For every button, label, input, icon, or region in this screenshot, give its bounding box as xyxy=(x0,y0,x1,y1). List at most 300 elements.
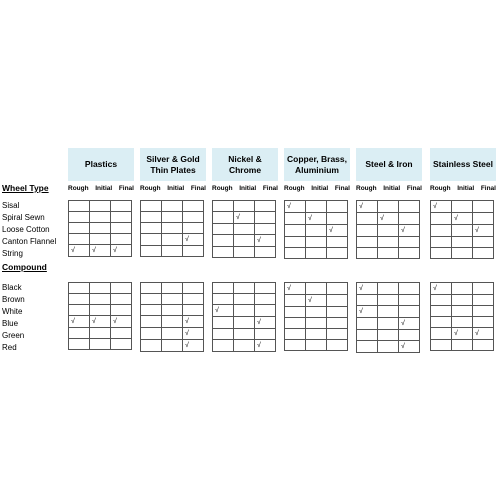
grid-cell xyxy=(399,341,420,353)
grid-row xyxy=(357,341,420,353)
grid-row xyxy=(69,305,132,316)
grid-cell xyxy=(69,283,90,294)
grid-cell xyxy=(306,201,327,213)
grid-row xyxy=(213,224,276,235)
row-label: Blue xyxy=(2,319,19,328)
grid-cell xyxy=(162,212,183,223)
grid-cell xyxy=(431,328,452,340)
grid-row xyxy=(141,201,204,212)
check-grid xyxy=(140,200,204,257)
material-header: Stainless Steel xyxy=(430,148,496,181)
grid-row xyxy=(431,328,494,340)
grid-row xyxy=(357,295,420,306)
grid-cell xyxy=(473,201,494,213)
grid-row xyxy=(431,201,494,213)
grid-row xyxy=(141,283,204,294)
row-label: Loose Cotton xyxy=(2,225,50,234)
stage-label: Final xyxy=(334,185,350,192)
grid-cell xyxy=(183,212,204,223)
grid-cell xyxy=(90,223,111,234)
grid-cell xyxy=(183,305,204,316)
grid-cell xyxy=(378,283,399,295)
grid-cell xyxy=(213,247,234,258)
grid-cell xyxy=(431,201,452,213)
grid-row xyxy=(213,201,276,212)
grid-cell xyxy=(141,316,162,328)
grid-cell xyxy=(234,235,255,247)
grid-cell xyxy=(69,212,90,223)
grid-row xyxy=(213,283,276,294)
row-label: Red xyxy=(2,343,17,352)
grid-cell xyxy=(183,201,204,212)
grid-cell xyxy=(255,235,276,247)
check-mark: √ xyxy=(287,203,291,210)
stage-header xyxy=(430,185,496,192)
grid-cell xyxy=(141,246,162,257)
material-header: Plastics xyxy=(68,148,134,181)
grid-cell xyxy=(213,212,234,224)
grid-cell xyxy=(255,212,276,224)
grid-row xyxy=(285,295,348,307)
grid-cell xyxy=(255,201,276,212)
check-mark: √ xyxy=(185,342,189,349)
grid-cell xyxy=(111,201,132,212)
check-mark: √ xyxy=(287,285,291,292)
grid-cell xyxy=(452,201,473,213)
grid-row xyxy=(431,213,494,225)
grid-cell xyxy=(431,283,452,295)
grid-cell xyxy=(452,328,473,340)
grid-row xyxy=(357,201,420,213)
grid-row xyxy=(285,307,348,318)
grid-cell xyxy=(234,317,255,329)
material-header: Copper, Brass, Aluminium xyxy=(284,148,350,181)
check-grid xyxy=(284,282,348,351)
grid-row xyxy=(357,248,420,259)
grid-cell xyxy=(162,201,183,212)
grid-cell xyxy=(399,330,420,341)
grid-cell xyxy=(234,329,255,340)
grid-cell xyxy=(234,247,255,258)
check-grid xyxy=(356,282,420,353)
grid-cell xyxy=(306,295,327,307)
grid-row xyxy=(357,225,420,237)
check-mark: √ xyxy=(475,330,479,337)
grid-row xyxy=(357,283,420,295)
grid-cell xyxy=(234,283,255,294)
grid-row xyxy=(213,235,276,247)
grid-cell xyxy=(431,225,452,237)
material-header: Steel & Iron xyxy=(356,148,422,181)
grid-cell xyxy=(473,328,494,340)
grid-row xyxy=(69,283,132,294)
grid-cell xyxy=(141,212,162,223)
grid-cell xyxy=(69,339,90,350)
grid-cell xyxy=(452,283,473,295)
check-mark: √ xyxy=(454,330,458,337)
grid-cell xyxy=(399,295,420,306)
grid-cell xyxy=(90,339,111,350)
grid-row xyxy=(141,340,204,352)
grid-cell xyxy=(327,237,348,248)
grid-cell xyxy=(162,328,183,340)
grid-row xyxy=(431,317,494,328)
grid-row xyxy=(285,213,348,225)
grid-cell xyxy=(378,237,399,248)
grid-cell xyxy=(111,294,132,305)
section-title: Compound xyxy=(2,262,47,272)
grid-cell xyxy=(285,329,306,340)
grid-row xyxy=(431,306,494,317)
grid-cell xyxy=(473,317,494,328)
stage-label: Rough xyxy=(356,185,377,192)
check-mark: √ xyxy=(113,247,117,254)
grid-cell xyxy=(255,329,276,340)
check-mark: √ xyxy=(308,297,312,304)
grid-cell xyxy=(183,340,204,352)
stage-label: Rough xyxy=(212,185,233,192)
stage-header xyxy=(356,185,422,192)
grid-cell xyxy=(327,318,348,329)
check-mark: √ xyxy=(308,215,312,222)
grid-row xyxy=(431,340,494,351)
stage-label: Rough xyxy=(430,185,451,192)
stage-label: Initial xyxy=(311,185,329,192)
check-mark: √ xyxy=(185,318,189,325)
grid-cell xyxy=(141,340,162,352)
grid-cell xyxy=(234,212,255,224)
check-mark: √ xyxy=(257,319,261,326)
grid-cell xyxy=(213,317,234,329)
check-mark: √ xyxy=(433,203,437,210)
grid-cell xyxy=(285,295,306,307)
grid-cell xyxy=(213,305,234,317)
grid-cell xyxy=(183,283,204,294)
grid-row xyxy=(213,305,276,317)
grid-cell xyxy=(327,283,348,295)
grid-cell xyxy=(399,306,420,318)
grid-cell xyxy=(452,295,473,306)
grid-cell xyxy=(327,329,348,340)
check-mark: √ xyxy=(92,318,96,325)
grid-cell xyxy=(452,317,473,328)
grid-cell xyxy=(306,318,327,329)
grid-cell xyxy=(285,283,306,295)
grid-cell xyxy=(473,213,494,225)
grid-cell xyxy=(141,283,162,294)
grid-row xyxy=(141,246,204,257)
check-mark: √ xyxy=(401,343,405,350)
stage-label: Initial xyxy=(383,185,401,192)
grid-cell xyxy=(357,248,378,259)
grid-cell xyxy=(111,339,132,350)
grid-cell xyxy=(452,248,473,259)
grid-cell xyxy=(111,212,132,223)
grid-cell xyxy=(90,283,111,294)
stage-label: Final xyxy=(118,185,134,192)
grid-cell xyxy=(162,316,183,328)
grid-cell xyxy=(306,237,327,248)
grid-cell xyxy=(327,201,348,213)
grid-row xyxy=(285,318,348,329)
grid-cell xyxy=(213,294,234,305)
grid-row xyxy=(431,248,494,259)
grid-cell xyxy=(234,305,255,317)
grid-cell xyxy=(111,305,132,316)
grid-row xyxy=(357,318,420,330)
grid-row xyxy=(357,237,420,248)
grid-cell xyxy=(213,283,234,294)
check-grid xyxy=(430,200,494,259)
row-label: Spiral Sewn xyxy=(2,213,45,222)
grid-row xyxy=(141,305,204,316)
grid-cell xyxy=(399,283,420,295)
grid-row xyxy=(69,201,132,212)
grid-cell xyxy=(378,318,399,330)
grid-row xyxy=(213,212,276,224)
grid-cell xyxy=(357,283,378,295)
grid-cell xyxy=(255,340,276,352)
grid-cell xyxy=(213,340,234,352)
check-mark: √ xyxy=(359,308,363,315)
stage-header xyxy=(212,185,278,192)
grid-row xyxy=(285,340,348,351)
grid-cell xyxy=(473,306,494,317)
grid-cell xyxy=(399,201,420,213)
grid-row xyxy=(141,212,204,223)
grid-cell xyxy=(111,283,132,294)
grid-cell xyxy=(357,201,378,213)
check-mark: √ xyxy=(236,214,240,221)
grid-row xyxy=(357,330,420,341)
grid-cell xyxy=(234,340,255,352)
grid-cell xyxy=(255,317,276,329)
grid-cell xyxy=(473,237,494,248)
check-grid xyxy=(212,200,276,258)
grid-cell xyxy=(255,305,276,317)
stage-label: Final xyxy=(262,185,278,192)
grid-cell xyxy=(255,294,276,305)
grid-cell xyxy=(162,294,183,305)
grid-cell xyxy=(327,248,348,259)
grid-cell xyxy=(306,225,327,237)
stage-label: Initial xyxy=(239,185,257,192)
section-title: Wheel Type xyxy=(2,183,49,193)
grid-cell xyxy=(285,201,306,213)
grid-cell xyxy=(285,248,306,259)
grid-cell xyxy=(378,306,399,318)
grid-cell xyxy=(255,224,276,235)
grid-row xyxy=(69,316,132,328)
grid-cell xyxy=(69,316,90,328)
grid-cell xyxy=(327,213,348,225)
grid-row xyxy=(213,247,276,258)
grid-cell xyxy=(378,201,399,213)
grid-cell xyxy=(69,234,90,245)
grid-cell xyxy=(69,305,90,316)
grid-cell xyxy=(431,306,452,317)
grid-cell xyxy=(306,248,327,259)
grid-cell xyxy=(431,295,452,306)
check-grid xyxy=(68,282,132,350)
grid-cell xyxy=(327,295,348,307)
check-mark: √ xyxy=(433,285,437,292)
grid-row xyxy=(141,294,204,305)
grid-row xyxy=(69,328,132,339)
grid-cell xyxy=(306,307,327,318)
grid-row xyxy=(357,213,420,225)
grid-cell xyxy=(285,213,306,225)
grid-cell xyxy=(141,223,162,234)
grid-cell xyxy=(162,223,183,234)
grid-cell xyxy=(431,317,452,328)
grid-row xyxy=(213,294,276,305)
grid-cell xyxy=(357,237,378,248)
grid-cell xyxy=(473,283,494,295)
grid-cell xyxy=(69,294,90,305)
grid-cell xyxy=(111,245,132,257)
grid-cell xyxy=(111,316,132,328)
stage-label: Initial xyxy=(95,185,113,192)
grid-cell xyxy=(357,318,378,330)
grid-cell xyxy=(357,330,378,341)
check-mark: √ xyxy=(401,320,405,327)
stage-header xyxy=(284,185,350,192)
grid-cell xyxy=(378,248,399,259)
grid-cell xyxy=(69,223,90,234)
check-grid xyxy=(212,282,276,352)
row-label: Green xyxy=(2,331,25,340)
grid-cell xyxy=(255,283,276,294)
grid-row xyxy=(69,294,132,305)
grid-cell xyxy=(69,245,90,257)
grid-cell xyxy=(255,247,276,258)
stage-header xyxy=(68,185,134,192)
grid-cell xyxy=(141,201,162,212)
check-grid xyxy=(430,282,494,351)
grid-cell xyxy=(234,294,255,305)
grid-cell xyxy=(285,237,306,248)
grid-cell xyxy=(90,245,111,257)
material-header: Silver & Gold Thin Plates xyxy=(140,148,206,181)
grid-cell xyxy=(473,248,494,259)
stage-label: Initial xyxy=(457,185,475,192)
grid-row xyxy=(285,237,348,248)
grid-cell xyxy=(90,316,111,328)
grid-cell xyxy=(431,340,452,351)
grid-cell xyxy=(452,306,473,317)
grid-cell xyxy=(90,212,111,223)
material-header: Nickel & Chrome xyxy=(212,148,278,181)
grid-cell xyxy=(357,213,378,225)
stage-label: Initial xyxy=(167,185,185,192)
grid-row xyxy=(285,329,348,340)
grid-cell xyxy=(473,340,494,351)
check-mark: √ xyxy=(215,307,219,314)
grid-row xyxy=(431,225,494,237)
stage-label: Rough xyxy=(284,185,305,192)
grid-cell xyxy=(378,295,399,306)
row-label: String xyxy=(2,249,23,258)
check-mark: √ xyxy=(454,215,458,222)
grid-row xyxy=(285,248,348,259)
grid-cell xyxy=(473,225,494,237)
stage-label: Final xyxy=(406,185,422,192)
grid-cell xyxy=(306,283,327,295)
grid-cell xyxy=(90,328,111,339)
grid-cell xyxy=(306,213,327,225)
grid-cell xyxy=(69,201,90,212)
check-mark: √ xyxy=(329,227,333,234)
grid-cell xyxy=(162,340,183,352)
stage-header xyxy=(140,185,206,192)
grid-cell xyxy=(452,237,473,248)
grid-cell xyxy=(111,234,132,245)
check-mark: √ xyxy=(71,247,75,254)
grid-row xyxy=(285,283,348,295)
grid-cell xyxy=(234,201,255,212)
grid-row xyxy=(141,328,204,340)
grid-cell xyxy=(183,316,204,328)
grid-cell xyxy=(183,234,204,246)
grid-cell xyxy=(90,201,111,212)
check-grid xyxy=(284,200,348,259)
grid-cell xyxy=(285,225,306,237)
stage-label: Final xyxy=(480,185,496,192)
grid-cell xyxy=(285,307,306,318)
check-mark: √ xyxy=(257,237,261,244)
grid-row xyxy=(285,225,348,237)
grid-cell xyxy=(141,234,162,246)
grid-cell xyxy=(69,328,90,339)
grid-cell xyxy=(90,305,111,316)
grid-cell xyxy=(431,248,452,259)
check-mark: √ xyxy=(185,330,189,337)
check-mark: √ xyxy=(71,318,75,325)
grid-row xyxy=(431,237,494,248)
grid-cell xyxy=(141,305,162,316)
grid-row xyxy=(213,317,276,329)
grid-row xyxy=(69,245,132,257)
row-label: White xyxy=(2,307,23,316)
grid-cell xyxy=(452,225,473,237)
grid-cell xyxy=(162,234,183,246)
check-mark: √ xyxy=(380,215,384,222)
grid-row xyxy=(69,223,132,234)
grid-cell xyxy=(399,237,420,248)
row-label: Sisal xyxy=(2,201,20,210)
check-mark: √ xyxy=(475,227,479,234)
check-mark: √ xyxy=(185,236,189,243)
check-mark: √ xyxy=(257,342,261,349)
grid-row xyxy=(431,295,494,306)
stage-label: Rough xyxy=(140,185,161,192)
row-label: Black xyxy=(2,283,22,292)
grid-cell xyxy=(473,295,494,306)
grid-cell xyxy=(327,340,348,351)
grid-cell xyxy=(431,237,452,248)
grid-cell xyxy=(285,318,306,329)
grid-cell xyxy=(162,246,183,257)
stage-label: Rough xyxy=(68,185,89,192)
grid-cell xyxy=(357,225,378,237)
grid-row xyxy=(213,340,276,352)
grid-cell xyxy=(90,294,111,305)
grid-cell xyxy=(378,213,399,225)
grid-cell xyxy=(141,328,162,340)
grid-cell xyxy=(399,248,420,259)
grid-row xyxy=(213,329,276,340)
